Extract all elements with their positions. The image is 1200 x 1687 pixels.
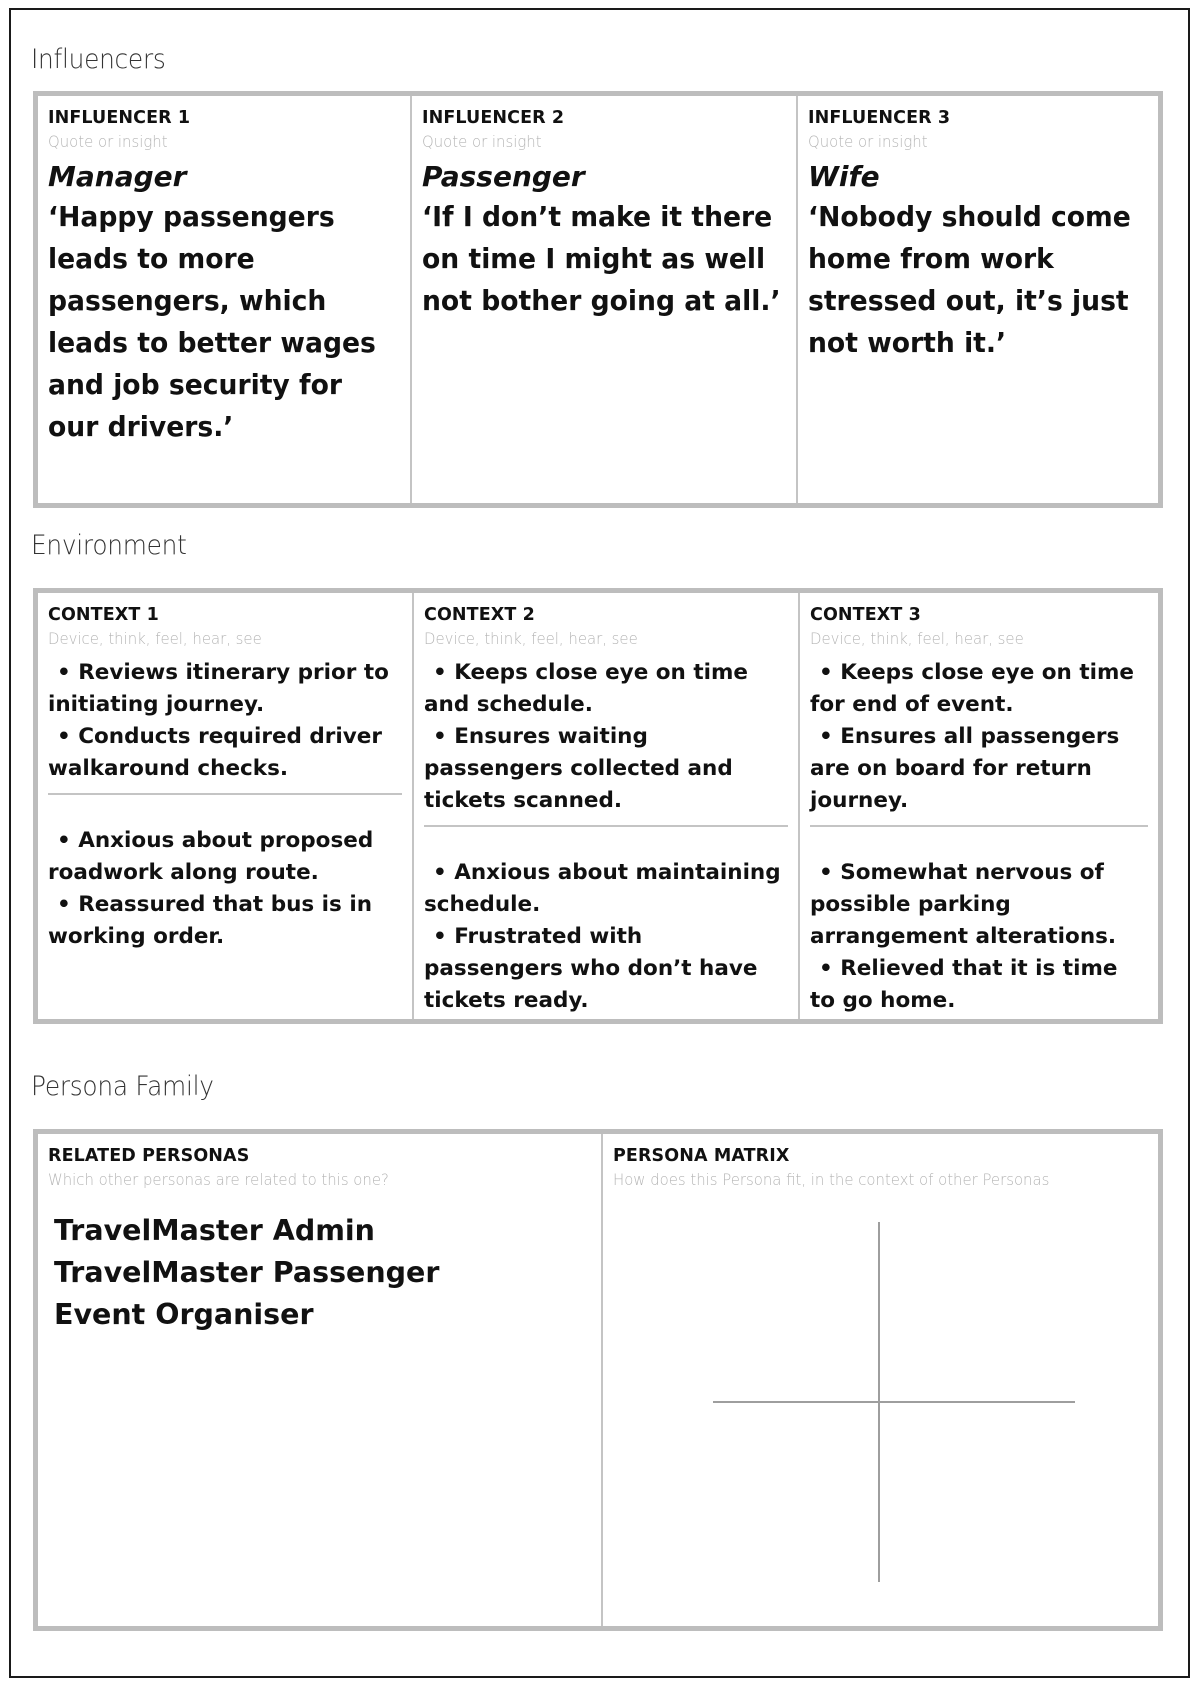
context-hint: Device, think, feel, hear, see xyxy=(810,629,1024,648)
related-personas-label: RELATED PERSONAS xyxy=(48,1146,250,1166)
context-feeling-item: • Somewhat nervous of possible parking arrangement alterations. xyxy=(810,857,1148,953)
influencer-hint: Quote or insight xyxy=(48,132,168,151)
context-actions-list xyxy=(48,657,402,785)
influencer-hint: Quote or insight xyxy=(808,132,928,151)
context-card-2 xyxy=(412,593,798,1019)
influencers-title: Influencers xyxy=(31,44,166,75)
context-action-item: • Conducts required driver walkaround checks. xyxy=(48,721,402,785)
persona-family-title: Persona Family xyxy=(31,1071,214,1102)
influencer-name: Wife xyxy=(808,160,880,193)
context-feeling-item: • Anxious about proposed roadwork along route. xyxy=(48,825,402,889)
context-divider xyxy=(810,825,1148,827)
influencers-panel xyxy=(33,91,1163,508)
context-action-item: • Reviews itinerary prior to initiating journey. xyxy=(48,657,402,721)
context-feeling-item: • Anxious about maintaining schedule. xyxy=(424,857,788,921)
related-persona-item: Event Organiser xyxy=(54,1298,314,1331)
influencer-quote: ‘Nobody should come home from work stressed out, it’s just not worth it.’ xyxy=(808,200,1131,359)
influencer-quote: ‘If I don’t make it there on time I might as well not bother going at all.’ xyxy=(422,200,781,317)
context-divider xyxy=(424,825,788,827)
context-label: CONTEXT 2 xyxy=(424,605,535,625)
context-feelings-list xyxy=(424,857,788,1017)
context-feelings-list xyxy=(48,825,402,953)
related-persona-item: TravelMaster Passenger xyxy=(54,1256,440,1289)
context-feeling-item: • Frustrated with passengers who don’t have tickets ready. xyxy=(424,921,788,1017)
matrix-horizontal-axis xyxy=(713,1401,1075,1403)
context-card-1 xyxy=(38,593,412,1019)
persona-matrix-card xyxy=(601,1134,1158,1626)
persona-matrix-label: PERSONA MATRIX xyxy=(613,1146,790,1166)
context-actions-list xyxy=(810,657,1148,817)
context-card-3 xyxy=(798,593,1158,1019)
related-persona-item: TravelMaster Admin xyxy=(54,1214,375,1247)
context-hint: Device, think, feel, hear, see xyxy=(424,629,638,648)
persona-family-panel xyxy=(33,1129,1163,1631)
influencer-card-3 xyxy=(796,96,1158,503)
context-action-item: • Ensures all passengers are on board for return journey. xyxy=(810,721,1148,817)
context-divider xyxy=(48,793,402,795)
related-personas-card xyxy=(38,1134,601,1626)
context-feeling-item: • Reassured that bus is in working order. xyxy=(48,889,402,953)
influencer-label: INFLUENCER 3 xyxy=(808,108,951,128)
context-label: CONTEXT 3 xyxy=(810,605,921,625)
influencer-label: INFLUENCER 2 xyxy=(422,108,565,128)
context-action-item: • Keeps close eye on time for end of event. xyxy=(810,657,1148,721)
related-personas-hint: Which other personas are related to this one? xyxy=(48,1170,389,1189)
influencer-hint: Quote or insight xyxy=(422,132,542,151)
influencer-card-2 xyxy=(410,96,796,503)
environment-panel xyxy=(33,588,1163,1024)
related-personas-list xyxy=(54,1210,591,1336)
influencer-label: INFLUENCER 1 xyxy=(48,108,191,128)
influencer-card-1 xyxy=(38,96,410,503)
context-feeling-item: • Relieved that it is time to go home. xyxy=(810,953,1148,1017)
context-label: CONTEXT 1 xyxy=(48,605,159,625)
context-hint: Device, think, feel, hear, see xyxy=(48,629,262,648)
persona-matrix-hint: How does this Persona fit, in the context of other Personas xyxy=(613,1170,1050,1189)
context-action-item: • Ensures waiting passengers collected and tickets scanned. xyxy=(424,721,788,817)
environment-title: Environment xyxy=(31,530,187,561)
context-actions-list xyxy=(424,657,788,817)
context-feelings-list xyxy=(810,857,1148,1017)
influencer-quote: ‘Happy passengers leads to more passengers, which leads to better wages and job security for our drivers.’ xyxy=(48,200,376,443)
influencer-name: Passenger xyxy=(422,160,585,193)
influencer-name: Manager xyxy=(48,160,187,193)
context-action-item: • Keeps close eye on time and schedule. xyxy=(424,657,788,721)
